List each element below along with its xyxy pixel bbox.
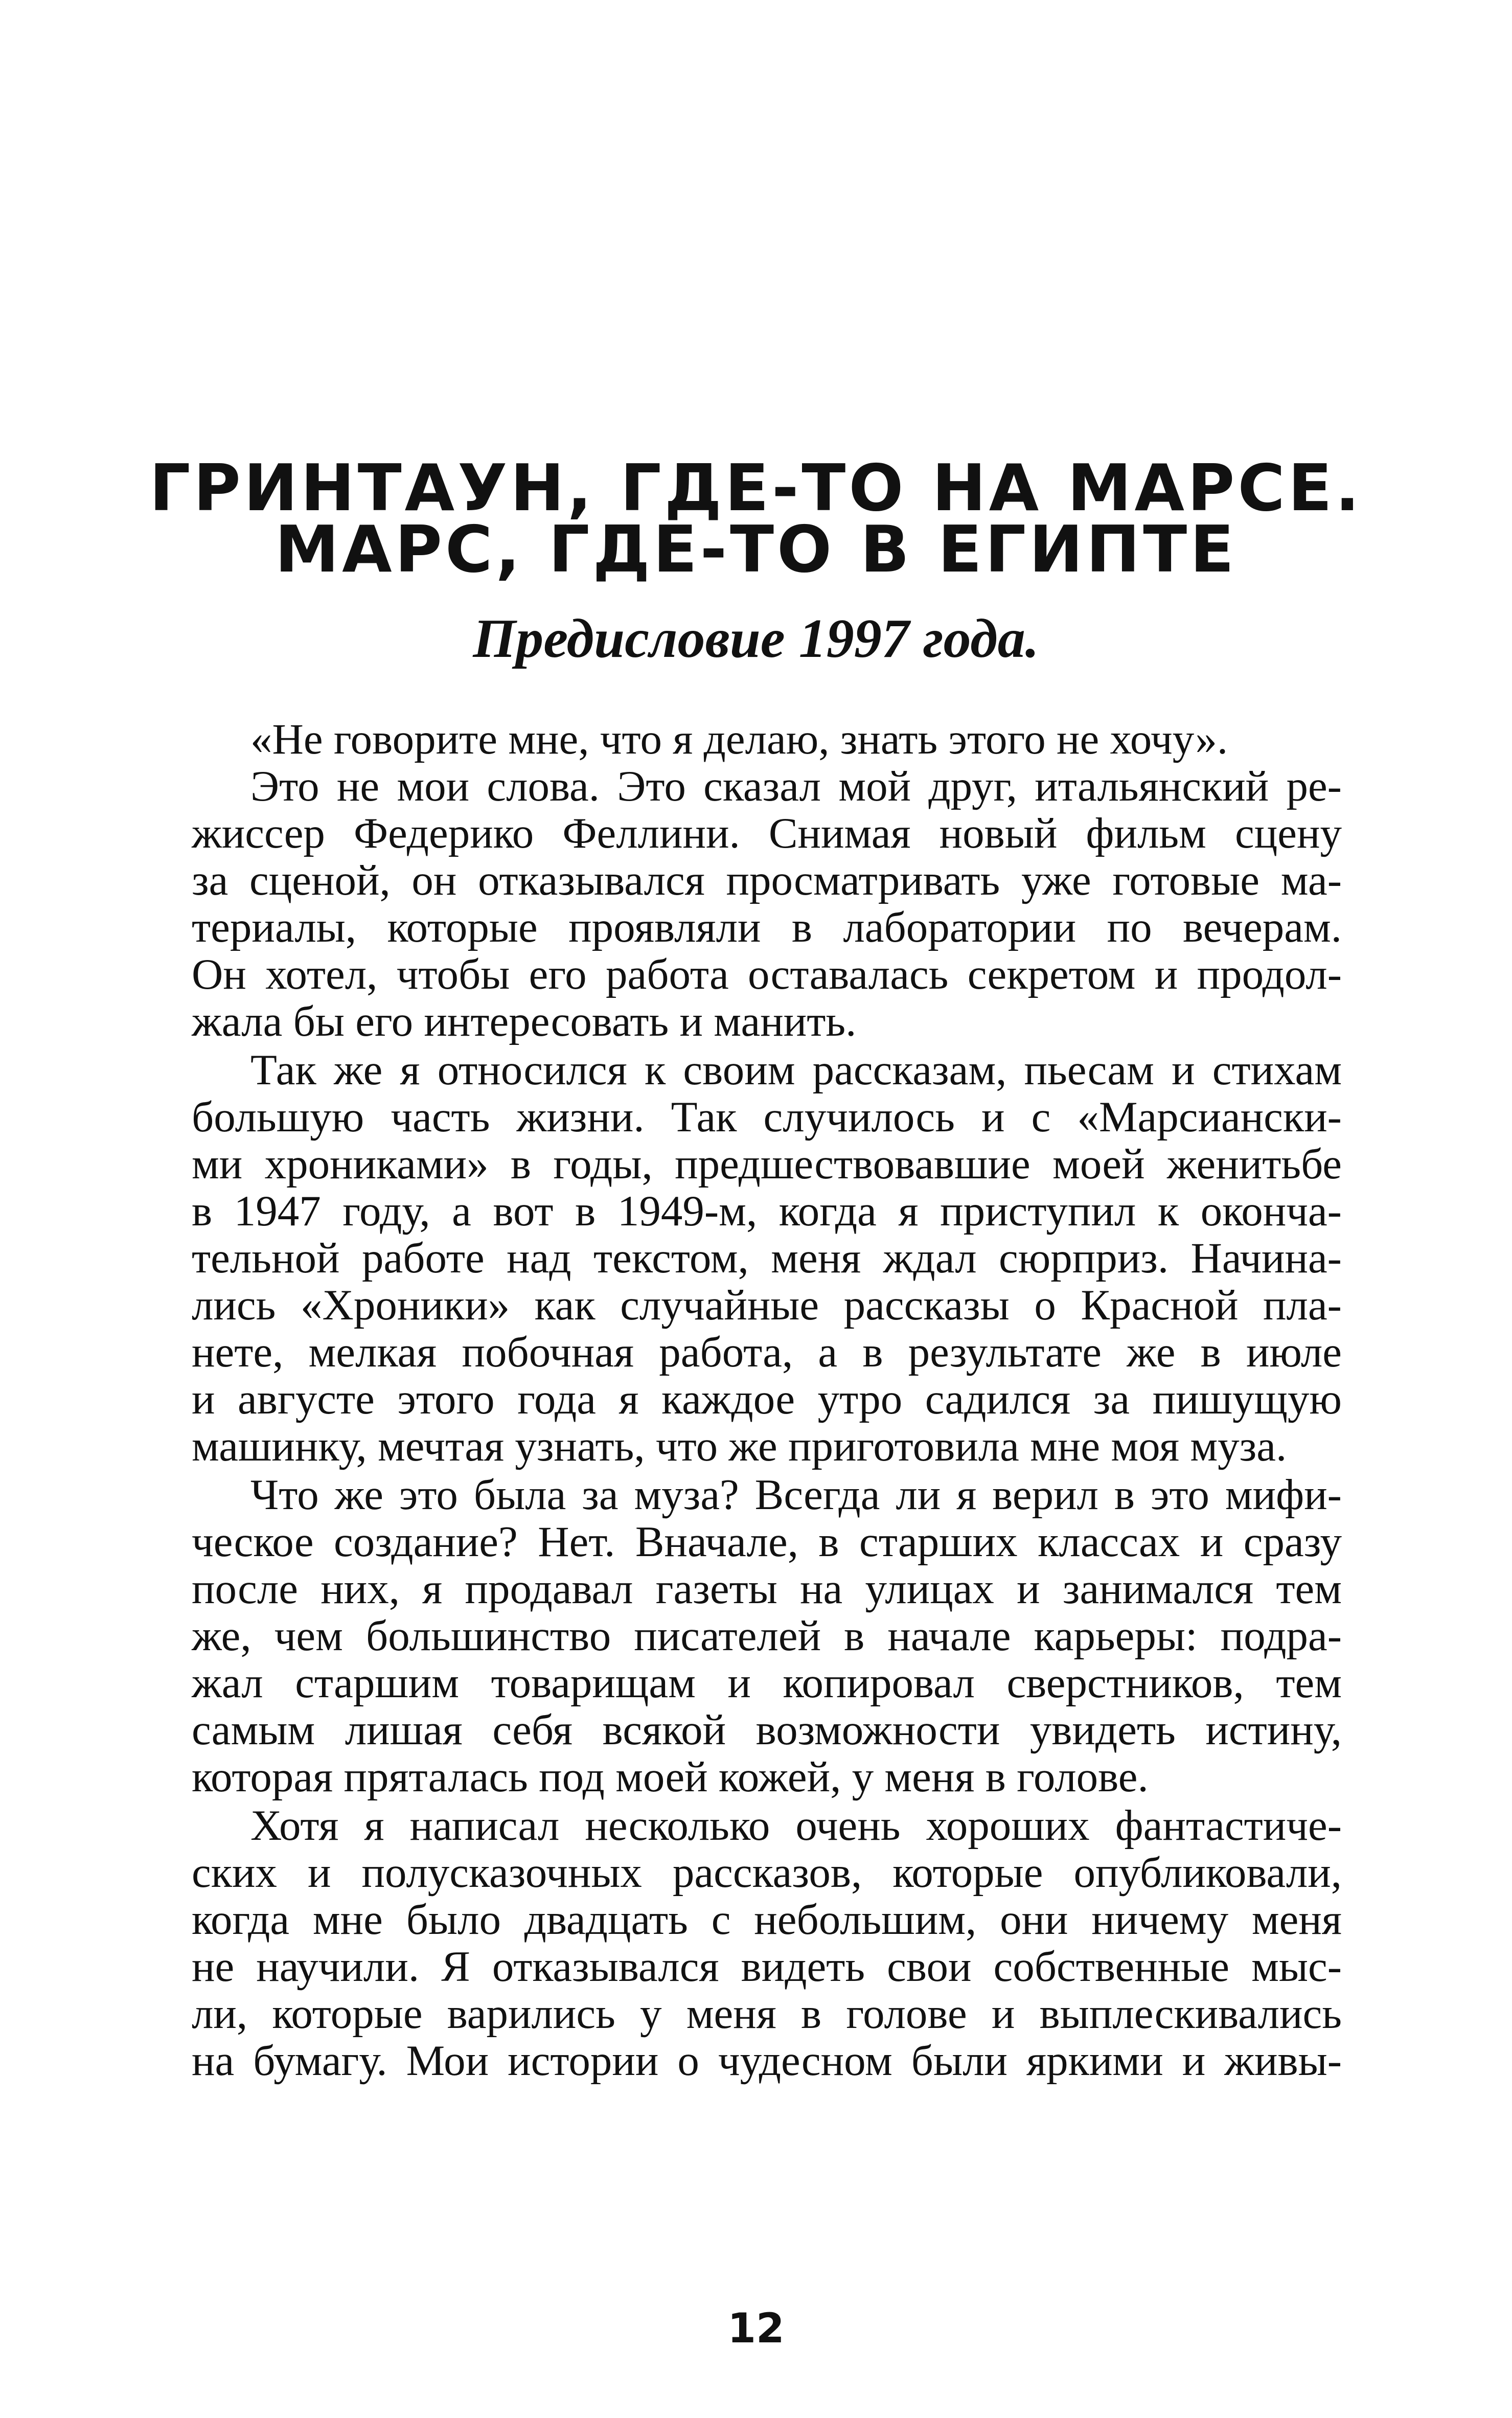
text-line: лись «Хроники» как случайные рассказы о Красной пла- (192, 1281, 1342, 1329)
text-line: «Не говорите мне, что я делаю, знать этого не хочу». (250, 715, 1228, 763)
text-line: жала бы его интересовать и манить. (192, 997, 857, 1045)
chapter-title-line-2: МАРС, ГДЕ-ТО В ЕГИПТЕ (274, 512, 1238, 587)
chapter-title-line-1: ГРИНТАУН, ГДЕ-ТО НА МАРСЕ. (149, 450, 1363, 526)
paragraph (192, 1471, 1342, 1800)
text-line: Он хотел, чтобы его работа оставалась секретом и продол- (192, 950, 1342, 998)
text-line: которая пряталась под моей кожей, у меня в голове. (192, 1753, 1149, 1801)
chapter-subtitle: Предисловие 1997 года. (473, 608, 1039, 669)
text-line: ческое создание? Нет. Вначале, в старших классах и сразу (192, 1518, 1342, 1566)
text-line: Что же это была за муза? Всегда ли я верил в это мифи- (250, 1471, 1342, 1519)
text-line: нете, мелкая побочная работа, а в результате же в июле (192, 1328, 1342, 1376)
text-line: после них, я продавал газеты на улицах и занимался тем (192, 1565, 1342, 1613)
text-line: машинку, мечтая узнать, что же приготовила мне моя муза. (192, 1422, 1287, 1470)
body-text (192, 716, 1342, 2084)
text-line: большую часть жизни. Так случилось и с «Марсиански- (192, 1093, 1342, 1141)
text-line: когда мне было двадцать с небольшим, они ничему меня (192, 1896, 1342, 1944)
paragraph (192, 1802, 1342, 2084)
text-line: на бумагу. Мои истории о чудесном были яркими и живы- (192, 2037, 1342, 2085)
text-line: Хотя я написал несколько очень хороших фантастиче- (250, 1801, 1342, 1850)
text-line: ми хрониками» в годы, предшествовавшие моей женитьбе (192, 1140, 1342, 1188)
page-number: 12 (727, 2305, 785, 2352)
paragraph (192, 763, 1342, 1045)
text-line: и августе этого года я каждое утро садился за пишущую (192, 1375, 1342, 1423)
text-line: же, чем большинство писателей в начале карьеры: подра- (192, 1612, 1342, 1660)
paragraph (192, 1046, 1342, 1470)
text-line: териалы, которые проявляли в лаборатории по вечерам. (192, 903, 1342, 951)
text-line: самым лишая себя всякой возможности увидеть истину, (192, 1706, 1342, 1754)
text-line: ских и полусказочных рассказов, которые опубликовали, (192, 1849, 1342, 1897)
text-line: Так же я относился к своим рассказам, пьесам и стихам (250, 1046, 1342, 1094)
text-line: в 1947 году, а вот в 1949-м, когда я приступил к оконча- (192, 1187, 1342, 1235)
text-line: тельной работе над текстом, меня ждал сюрприз. Начина- (192, 1234, 1342, 1282)
text-line: Это не мои слова. Это сказал мой друг, итальянский ре- (250, 762, 1342, 810)
text-line: не научили. Я отказывался видеть свои собственные мыс- (192, 1943, 1342, 1991)
text-line: за сценой, он отказывался просматривать уже готовые ма- (192, 856, 1342, 904)
paragraph (192, 716, 1342, 763)
text-line: ли, которые варились у меня в голове и выплескивались (192, 1990, 1342, 2038)
text-line: жал старшим товарищам и копировал сверстников, тем (192, 1659, 1342, 1707)
text-line: жиссер Федерико Феллини. Снимая новый фильм сцену (192, 809, 1342, 857)
